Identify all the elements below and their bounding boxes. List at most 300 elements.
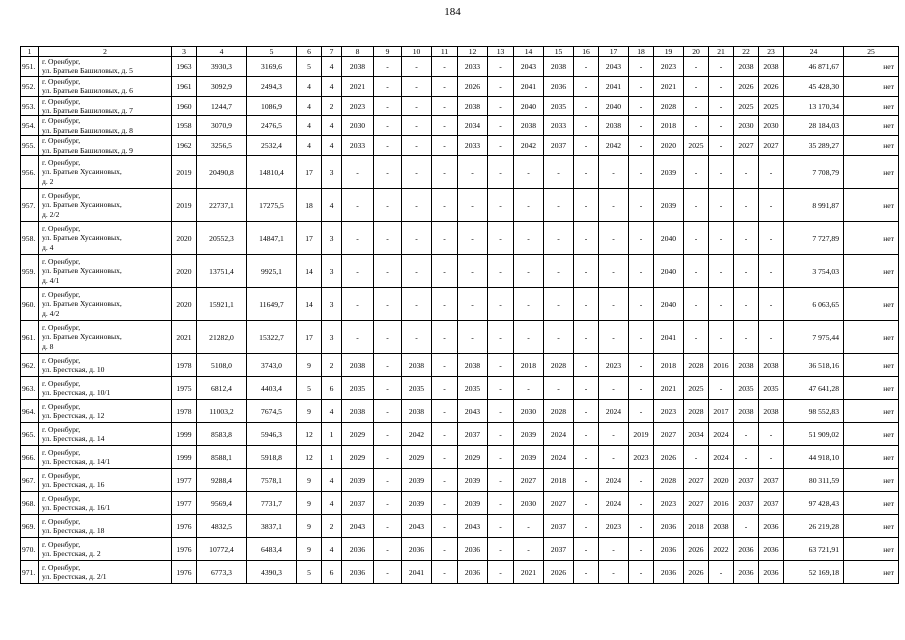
address-line: д. 2 — [42, 176, 54, 186]
data-cell: 2027 — [684, 492, 709, 515]
data-cell: - — [342, 156, 374, 189]
column-header: 25 — [844, 47, 899, 57]
data-cell: 22737,1 — [197, 189, 247, 222]
data-cell: 2476,5 — [247, 116, 297, 136]
data-cell: - — [374, 561, 402, 584]
data-cell: 4 — [322, 189, 342, 222]
data-cell: - — [402, 96, 432, 116]
data-cell: 6 — [322, 377, 342, 400]
address-line: д. 4/2 — [42, 308, 60, 318]
cost-cell: 13 170,34 — [784, 96, 844, 116]
data-cell: - — [709, 255, 734, 288]
data-cell: 2029 — [342, 423, 374, 446]
data-cell: - — [629, 492, 654, 515]
data-cell: - — [629, 538, 654, 561]
data-cell: - — [709, 136, 734, 156]
data-cell: 2028 — [654, 96, 684, 116]
address-line: г. Оренбург, — [42, 116, 81, 126]
data-cell: 14 — [297, 288, 322, 321]
data-cell: 2033 — [544, 116, 574, 136]
data-cell: 2036 — [759, 538, 784, 561]
data-cell: - — [734, 288, 759, 321]
data-cell: 1976 — [172, 561, 197, 584]
data-cell: 2024 — [544, 446, 574, 469]
data-cell: 2027 — [544, 492, 574, 515]
address-line: д. 2/2 — [42, 209, 60, 219]
data-cell: - — [514, 321, 544, 354]
data-cell: - — [629, 515, 654, 538]
data-cell: 3169,6 — [247, 57, 297, 77]
data-cell: - — [374, 288, 402, 321]
address-line: ул. Брестская, д. 2/1 — [42, 572, 107, 582]
data-cell: - — [458, 156, 488, 189]
data-cell: - — [458, 189, 488, 222]
data-cell: 2023 — [654, 57, 684, 77]
data-cell: 18 — [297, 189, 322, 222]
table-row — [21, 255, 899, 288]
data-cell: 5108,0 — [197, 354, 247, 377]
address-line: г. Оренбург, — [42, 322, 81, 332]
status-cell: нет — [844, 136, 899, 156]
column-header: 3 — [172, 47, 197, 57]
data-cell: - — [629, 255, 654, 288]
data-cell: 4403,4 — [247, 377, 297, 400]
row-number-cell: 969. — [21, 515, 39, 538]
cost-cell: 44 918,10 — [784, 446, 844, 469]
data-cell: - — [629, 136, 654, 156]
data-cell: 2030 — [514, 400, 544, 423]
cost-cell: 6 063,65 — [784, 288, 844, 321]
data-cell: 2037 — [759, 469, 784, 492]
table-row — [21, 156, 899, 189]
data-cell: 2028 — [654, 469, 684, 492]
data-cell: 2018 — [684, 515, 709, 538]
data-cell: - — [432, 515, 458, 538]
column-header: 11 — [432, 47, 458, 57]
data-cell: - — [734, 321, 759, 354]
data-cell: - — [709, 222, 734, 255]
data-cell: 2021 — [654, 377, 684, 400]
data-cell: 2021 — [172, 321, 197, 354]
data-cell: - — [488, 156, 514, 189]
data-cell: - — [432, 116, 458, 136]
row-number-cell: 971. — [21, 561, 39, 584]
data-cell: - — [374, 515, 402, 538]
data-cell: 5 — [297, 377, 322, 400]
column-header: 4 — [197, 47, 247, 57]
table-row — [21, 321, 899, 354]
data-cell: 2039 — [654, 156, 684, 189]
data-cell: 2029 — [458, 446, 488, 469]
data-cell: - — [759, 288, 784, 321]
data-cell: - — [574, 321, 599, 354]
status-cell: нет — [844, 76, 899, 96]
data-cell: - — [709, 76, 734, 96]
data-cell: 2019 — [172, 156, 197, 189]
data-cell: 2038 — [514, 116, 544, 136]
data-cell: 3 — [322, 321, 342, 354]
address-cell — [39, 96, 172, 116]
data-cell: - — [629, 76, 654, 96]
data-cell: - — [544, 189, 574, 222]
data-cell: 2 — [322, 515, 342, 538]
data-cell: - — [374, 156, 402, 189]
data-cell: - — [402, 76, 432, 96]
data-cell: 2039 — [514, 423, 544, 446]
data-cell: - — [734, 515, 759, 538]
data-cell: - — [684, 321, 709, 354]
data-cell: - — [514, 288, 544, 321]
data-cell: - — [402, 156, 432, 189]
address-line: г. Оренбург, — [42, 76, 81, 86]
data-cell: - — [374, 377, 402, 400]
data-cell: - — [629, 354, 654, 377]
cost-cell: 52 169,18 — [784, 561, 844, 584]
address-line: г. Оренбург, — [42, 470, 81, 480]
address-line: ул. Брестская, д. 16 — [42, 480, 105, 490]
data-cell: - — [488, 136, 514, 156]
data-cell: 2018 — [654, 116, 684, 136]
data-cell: 2025 — [684, 377, 709, 400]
data-cell: 2041 — [654, 321, 684, 354]
data-cell: - — [734, 189, 759, 222]
data-cell: 2021 — [342, 76, 374, 96]
table-row — [21, 561, 899, 584]
row-number-cell: 952. — [21, 76, 39, 96]
data-cell: - — [374, 136, 402, 156]
address-line: г. Оренбург, — [42, 256, 81, 266]
data-cell: - — [574, 492, 599, 515]
data-cell: 2024 — [599, 400, 629, 423]
data-cell: 2037 — [759, 492, 784, 515]
data-cell: 3 — [322, 255, 342, 288]
data-cell: 2035 — [458, 377, 488, 400]
data-cell: 20490,8 — [197, 156, 247, 189]
data-cell: 2036 — [734, 561, 759, 584]
data-cell: 2038 — [734, 57, 759, 77]
data-cell: 2026 — [544, 561, 574, 584]
address-line: г. Оренбург, — [42, 289, 81, 299]
data-cell: 2034 — [458, 116, 488, 136]
address-cell — [39, 400, 172, 423]
data-cell: - — [599, 222, 629, 255]
data-cell: 14 — [297, 255, 322, 288]
data-cell: 12 — [297, 423, 322, 446]
data-cell: - — [574, 561, 599, 584]
address-line: ул. Братьев Хусаиновых, — [42, 332, 122, 342]
data-cell: 3256,5 — [197, 136, 247, 156]
data-cell: - — [488, 377, 514, 400]
status-cell: нет — [844, 469, 899, 492]
data-cell: 3 — [322, 222, 342, 255]
data-cell: - — [488, 354, 514, 377]
data-cell: 1999 — [172, 423, 197, 446]
data-cell: 2038 — [759, 354, 784, 377]
status-cell: нет — [844, 354, 899, 377]
data-cell: - — [514, 538, 544, 561]
data-cell: 2025 — [759, 96, 784, 116]
status-cell: нет — [844, 400, 899, 423]
data-cell: 1963 — [172, 57, 197, 77]
data-cell: - — [488, 222, 514, 255]
data-cell: - — [684, 116, 709, 136]
data-cell: 2038 — [458, 354, 488, 377]
data-cell: - — [684, 222, 709, 255]
table-row — [21, 469, 899, 492]
data-cell: 2038 — [544, 57, 574, 77]
data-cell: 4 — [322, 136, 342, 156]
address-line: г. Оренбург, — [42, 562, 81, 572]
data-cell: 4 — [322, 469, 342, 492]
data-cell: - — [734, 446, 759, 469]
data-cell: 17275,5 — [247, 189, 297, 222]
data-cell: 17 — [297, 321, 322, 354]
data-cell: 2024 — [599, 492, 629, 515]
data-cell: - — [629, 561, 654, 584]
data-cell: 2038 — [342, 354, 374, 377]
data-cell: 2038 — [759, 400, 784, 423]
cost-cell: 46 871,67 — [784, 57, 844, 77]
data-cell: - — [432, 156, 458, 189]
data-cell: 2041 — [599, 76, 629, 96]
data-cell: - — [574, 57, 599, 77]
data-cell: - — [574, 288, 599, 321]
data-cell: 4 — [322, 538, 342, 561]
address-line: д. 4 — [42, 242, 54, 252]
status-cell: нет — [844, 57, 899, 77]
data-cell: - — [684, 57, 709, 77]
column-header: 18 — [629, 47, 654, 57]
data-cell: - — [374, 354, 402, 377]
data-cell: - — [759, 321, 784, 354]
status-cell: нет — [844, 189, 899, 222]
data-cell: - — [574, 446, 599, 469]
data-cell: - — [514, 222, 544, 255]
data-cell: 3092,9 — [197, 76, 247, 96]
data-cell: - — [488, 446, 514, 469]
data-cell: - — [342, 255, 374, 288]
data-cell: 9 — [297, 469, 322, 492]
data-cell: 2039 — [654, 189, 684, 222]
data-cell: 2042 — [402, 423, 432, 446]
data-cell: 2040 — [654, 255, 684, 288]
data-cell: 7731,7 — [247, 492, 297, 515]
data-cell: - — [544, 377, 574, 400]
data-cell: - — [432, 189, 458, 222]
data-cell: - — [629, 116, 654, 136]
data-cell: 2028 — [684, 400, 709, 423]
cost-cell: 80 311,59 — [784, 469, 844, 492]
cost-cell: 26 219,28 — [784, 515, 844, 538]
data-cell: - — [402, 189, 432, 222]
data-cell: - — [402, 255, 432, 288]
data-cell: 5918,8 — [247, 446, 297, 469]
data-cell: - — [402, 222, 432, 255]
data-cell: 2033 — [458, 57, 488, 77]
data-cell: 2043 — [458, 515, 488, 538]
data-cell: 2028 — [544, 400, 574, 423]
address-line: г. Оренбург, — [42, 424, 81, 434]
data-cell: 5 — [297, 561, 322, 584]
data-cell: 11649,7 — [247, 288, 297, 321]
data-cell: 2035 — [544, 96, 574, 116]
data-cell: 4 — [297, 136, 322, 156]
data-cell: 9 — [297, 400, 322, 423]
address-cell — [39, 377, 172, 400]
data-cell: 15921,1 — [197, 288, 247, 321]
data-cell: 2036 — [654, 515, 684, 538]
data-cell: - — [684, 255, 709, 288]
data-cell: - — [432, 400, 458, 423]
data-cell: 2039 — [514, 446, 544, 469]
data-cell: - — [709, 288, 734, 321]
data-cell: 2018 — [514, 354, 544, 377]
column-header: 12 — [458, 47, 488, 57]
data-cell: 2037 — [544, 515, 574, 538]
data-cell: - — [432, 377, 458, 400]
row-number-cell: 959. — [21, 255, 39, 288]
data-cell: 2037 — [544, 136, 574, 156]
data-cell: - — [342, 222, 374, 255]
data-cell: 1961 — [172, 76, 197, 96]
address-cell — [39, 538, 172, 561]
data-cell: 2043 — [514, 57, 544, 77]
table-row — [21, 96, 899, 116]
data-cell: - — [629, 400, 654, 423]
data-cell: - — [432, 321, 458, 354]
address-line: г. Оренбург, — [42, 57, 81, 66]
data-cell: - — [514, 189, 544, 222]
address-line: д. 8 — [42, 341, 54, 351]
data-cell: 2018 — [544, 469, 574, 492]
data-cell: 2038 — [759, 57, 784, 77]
data-cell: 3 — [322, 156, 342, 189]
data-cell: 2030 — [734, 116, 759, 136]
data-cell: 2024 — [544, 423, 574, 446]
address-cell — [39, 321, 172, 354]
data-cell: - — [574, 400, 599, 423]
data-cell: 1960 — [172, 96, 197, 116]
data-cell: 2036 — [544, 76, 574, 96]
table-row — [21, 377, 899, 400]
data-cell: 2039 — [458, 469, 488, 492]
column-header: 22 — [734, 47, 759, 57]
data-cell: - — [599, 321, 629, 354]
data-cell: 2028 — [684, 354, 709, 377]
row-number-cell: 968. — [21, 492, 39, 515]
address-cell — [39, 222, 172, 255]
column-header: 19 — [654, 47, 684, 57]
cost-cell: 8 991,87 — [784, 189, 844, 222]
data-cell: - — [684, 189, 709, 222]
data-cell: - — [374, 222, 402, 255]
data-cell: - — [432, 96, 458, 116]
address-cell — [39, 423, 172, 446]
data-cell: - — [574, 515, 599, 538]
data-cell: 9569,4 — [197, 492, 247, 515]
data-cell: 2038 — [402, 400, 432, 423]
data-cell: - — [374, 321, 402, 354]
data-cell: 2038 — [709, 515, 734, 538]
cost-cell: 3 754,03 — [784, 255, 844, 288]
data-cell: - — [342, 189, 374, 222]
column-header: 7 — [322, 47, 342, 57]
data-cell: - — [488, 538, 514, 561]
data-cell: - — [599, 189, 629, 222]
data-cell: 4 — [322, 76, 342, 96]
cost-cell: 47 641,28 — [784, 377, 844, 400]
data-cell: 2023 — [342, 96, 374, 116]
data-cell: - — [432, 222, 458, 255]
column-header: 10 — [402, 47, 432, 57]
row-number-cell: 953. — [21, 96, 39, 116]
data-cell: 2039 — [342, 469, 374, 492]
address-line: г. Оренбург, — [42, 378, 81, 388]
data-cell: - — [458, 288, 488, 321]
data-cell: - — [574, 222, 599, 255]
data-cell: 2027 — [514, 469, 544, 492]
status-cell: нет — [844, 515, 899, 538]
data-cell: 6812,4 — [197, 377, 247, 400]
data-cell: - — [488, 492, 514, 515]
data-cell: 2037 — [458, 423, 488, 446]
data-cell: - — [574, 189, 599, 222]
data-cell: 7674,5 — [247, 400, 297, 423]
data-cell: 2532,4 — [247, 136, 297, 156]
data-cell: 9 — [297, 492, 322, 515]
data-cell: - — [709, 116, 734, 136]
column-header: 15 — [544, 47, 574, 57]
data-cell: 2037 — [544, 538, 574, 561]
data-cell: 2043 — [458, 400, 488, 423]
data-cell: 2027 — [684, 469, 709, 492]
data-cell: 2029 — [402, 446, 432, 469]
column-header: 17 — [599, 47, 629, 57]
address-cell — [39, 255, 172, 288]
data-cell: 2026 — [654, 446, 684, 469]
data-cell: 1244,7 — [197, 96, 247, 116]
data-cell: 2016 — [709, 492, 734, 515]
data-cell: 2035 — [402, 377, 432, 400]
address-line: ул. Братьев Башиловых, д. 5 — [42, 66, 133, 76]
row-number-cell: 957. — [21, 189, 39, 222]
data-cell: - — [759, 446, 784, 469]
data-cell: 9925,1 — [247, 255, 297, 288]
data-cell: 9288,4 — [197, 469, 247, 492]
data-cell: - — [488, 255, 514, 288]
data-cell: 2019 — [629, 423, 654, 446]
table-row — [21, 400, 899, 423]
data-cell: 2022 — [709, 538, 734, 561]
data-cell: - — [488, 515, 514, 538]
data-cell: 2028 — [544, 354, 574, 377]
row-number-cell: 954. — [21, 116, 39, 136]
column-header: 14 — [514, 47, 544, 57]
data-cell: - — [374, 189, 402, 222]
data-cell: - — [432, 288, 458, 321]
data-cell: - — [374, 96, 402, 116]
data-cell: 2039 — [458, 492, 488, 515]
data-cell: - — [432, 446, 458, 469]
address-cell — [39, 116, 172, 136]
data-cell: 3930,3 — [197, 57, 247, 77]
data-cell: - — [374, 492, 402, 515]
data-cell: - — [458, 255, 488, 288]
data-cell: - — [734, 423, 759, 446]
data-cell: 2020 — [654, 136, 684, 156]
data-cell: - — [374, 116, 402, 136]
address-line: г. Оренбург, — [42, 516, 81, 526]
